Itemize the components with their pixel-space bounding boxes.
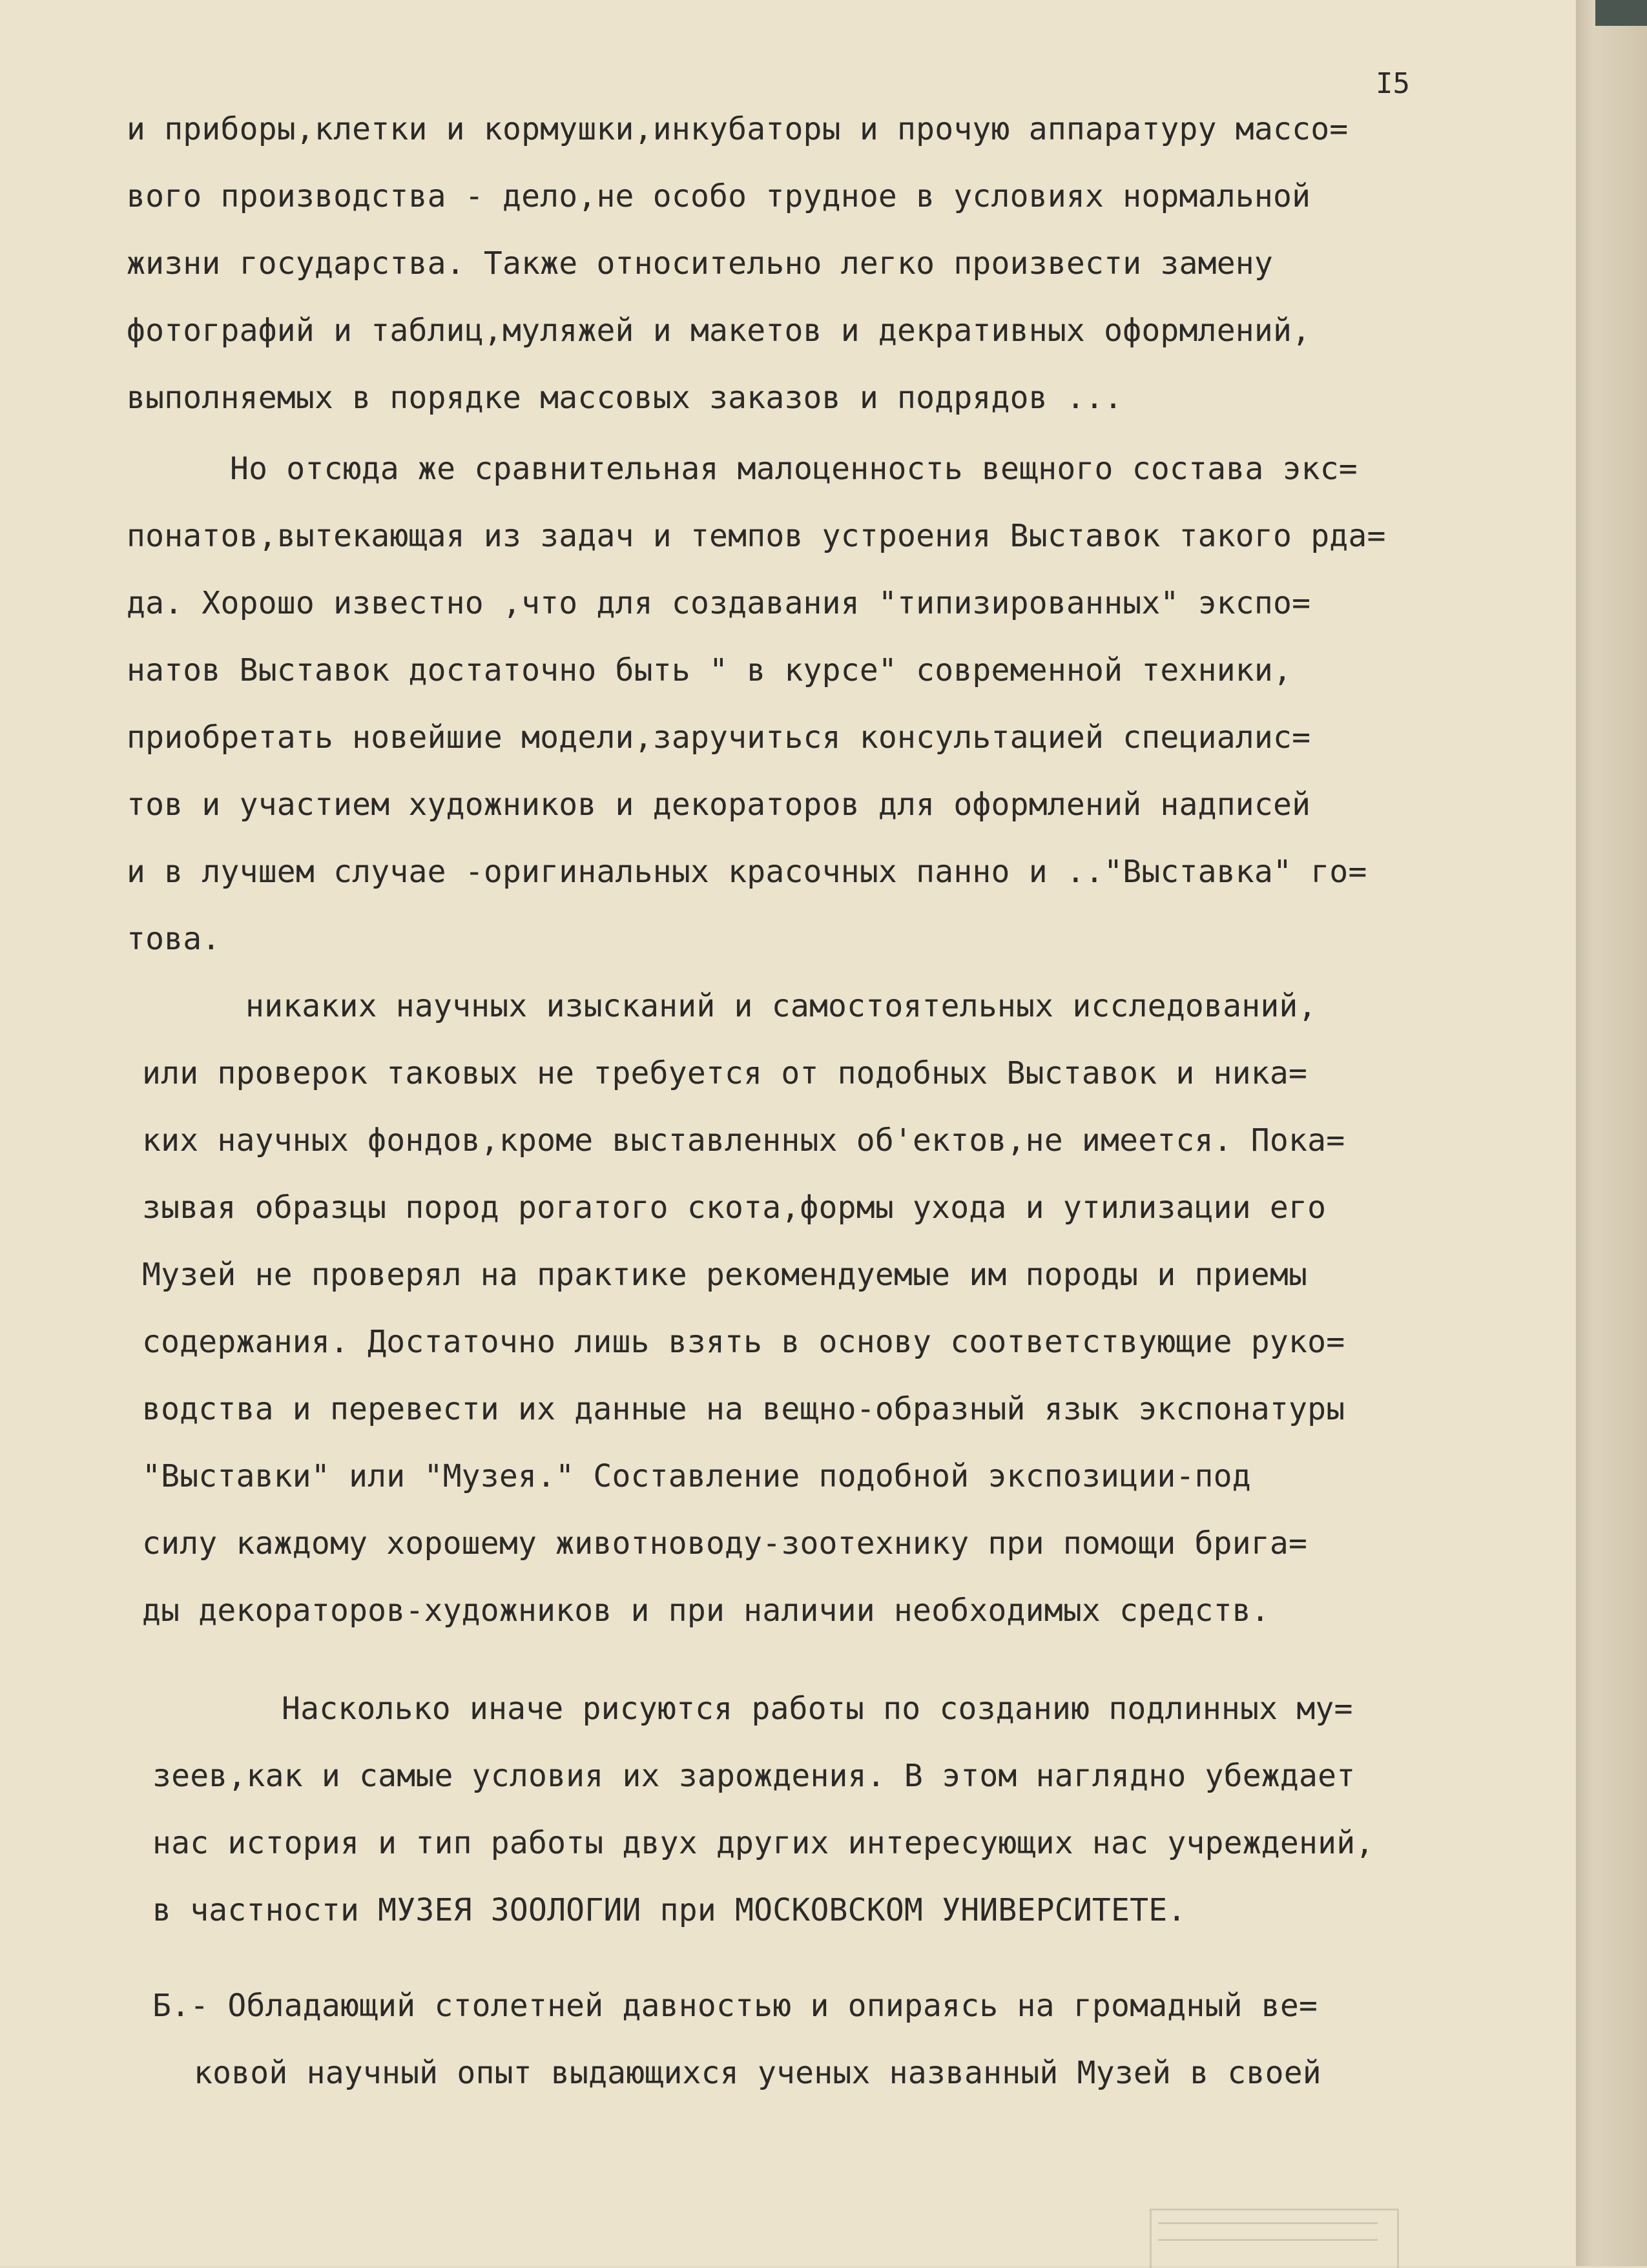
- text-line: фотографий и таблиц,муляжей и макетов и декративных оформлений,: [127, 313, 1311, 349]
- archive-stamp: [1150, 2209, 1399, 2268]
- text-line: содержания. Достаточно лишь взять в основу соответствующие руко=: [142, 1324, 1345, 1360]
- text-line: ковой научный опыт выдающихся ученых названный Музей в своей: [194, 2055, 1321, 2091]
- text-line: водства и перевести их данные на вещно-образный язык экспонатуры: [142, 1391, 1345, 1427]
- text-line: нас история и тип работы двух других интересующих нас учреждений,: [152, 1825, 1374, 1861]
- text-line: силу каждому хорошему животноводу-зоотехнику при помощи брига=: [142, 1525, 1308, 1562]
- text-line: "Выставки" или "Музея." Составление подобной экспозиции-под: [142, 1458, 1251, 1494]
- text-line: понатов,вытекающая из задач и темпов устроения Выставок такого рда=: [127, 518, 1386, 554]
- text-line: да. Хорошо известно ,что для создавания "типизированных" экспо=: [127, 585, 1311, 621]
- text-line: приобретать новейшие модели,заручиться консультацией специалис=: [127, 719, 1311, 756]
- text-line: вого производства - дело,не особо трудное в условиях нормальной: [127, 178, 1311, 214]
- text-line: ких научных фондов,кроме выставленных об'ектов,не имеется. Пока=: [142, 1122, 1345, 1159]
- text-line: жизни государства. Также относительно легко произвести замену: [127, 245, 1274, 282]
- binder-stripe: [1595, 0, 1647, 26]
- text-line: ды декораторов-художников и при наличии необходимых средств.: [142, 1593, 1270, 1629]
- text-line: в частности МУЗЕЯ ЗООЛОГИИ при МОСКОВСКОМ УНИВЕРСИТЕТЕ.: [152, 1892, 1186, 1928]
- text-line: и в лучшем случае -оригинальных красочных панно и .."Выставка" го=: [127, 854, 1367, 890]
- text-line: Но отсюда же сравнительная малоценность вещного состава экс=: [230, 451, 1358, 487]
- page-number: I5: [1376, 67, 1410, 100]
- text-line: тов и участием художников и декораторов для оформлений надписей: [127, 787, 1311, 823]
- text-line: Насколько иначе рисуются работы по созданию подлинных му=: [282, 1691, 1353, 1727]
- text-line: или проверок таковых не требуется от подобных Выставок и ника=: [142, 1055, 1308, 1091]
- text-line: никаких научных изысканий и самостоятельных исследований,: [245, 988, 1317, 1024]
- text-line: и приборы,клетки и кормушки,инкубаторы и прочую аппаратуру массо=: [127, 111, 1349, 147]
- text-line: зывая образцы пород рогатого скота,формы ухода и утилизации его: [142, 1190, 1327, 1226]
- text-line: Б.- Обладающий столетней давностью и опираясь на громадный ве=: [152, 1988, 1318, 2024]
- text-line: натов Выставок достаточно быть " в курсе" современной техники,: [127, 652, 1292, 688]
- text-line: това.: [127, 921, 221, 957]
- text-line: зеев,как и самые условия их зарождения. В этом наглядно убеждает: [152, 1758, 1356, 1794]
- binder-edge: [1576, 0, 1647, 2266]
- text-line: выполняемых в порядке массовых заказов и подрядов ...: [127, 380, 1123, 416]
- text-line: Музей не проверял на практике рекомендуемые им породы и приемы: [142, 1257, 1308, 1293]
